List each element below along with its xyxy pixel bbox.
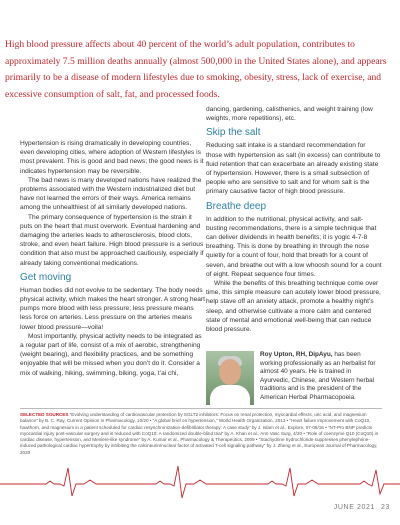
- sources-label: SELECTED SOURCES: [20, 412, 69, 417]
- body-paragraph: While the benefits of this breathing technique come over time, this simple measure can acutely lower blood pressure, help stave off an anxiety attack, promote a healthy night’s sleep, and otherwise cultivate a more calm and centered state of mental and emotional well-being that can reduce blood pressure.: [206, 280, 381, 334]
- issue-date: JUNE 2021: [333, 504, 375, 511]
- heartbeat-line-graphic: [0, 462, 400, 502]
- author-name: Roy Upton, RH, DipAyu,: [260, 351, 333, 358]
- left-column: [20, 139, 205, 378]
- ekg-trace: [0, 466, 400, 498]
- section-heading-skip-the-salt: Skip the salt: [206, 127, 261, 139]
- lead-paragraph: High blood pressure affects about 40 percent of the world’s adult population, contributes to approximately 7.5 million deaths annually (almost 500,000 in the United States alone), and appears primarily to be a disease of modern lifestyles due to smoking, obesity, stress, lack of exercise, and excessive consumption of salt, fat, and processed foods.: [5, 39, 387, 100]
- section-heading-breathe-deep: Breathe deep: [206, 200, 267, 212]
- page-number: 23: [381, 504, 390, 511]
- author-bio-text: [260, 351, 382, 405]
- body-paragraph: Most importantly, physical activity needs to be integrated as a regular part of life, consist of a mix of aerobic, strengthening (weight bearing), and flexibility practices, and be something enjoyable that will be missed when you don’t do it. Consider a mix of walking, hiking, swimming, biking, yoga, t’ai chi,: [20, 332, 202, 377]
- body-paragraph: In addition to the nutritional, physical activity, and salt-busting recommendations, there is a simple technique that can deliver dividends in health benefits; it is yogic 4-7-8 breathing. This is done by breathing in through the nose quietly for a count of four, hold that breath for a count of seven, and breathe out with a low whoosh sound for a count of eight. Repeat sequence four times.: [206, 215, 382, 278]
- right-column: [206, 105, 382, 334]
- section-heading-get-moving: Get moving: [20, 271, 72, 283]
- body-paragraph: Reducing salt intake is a standard recommendation for those with hypertension as salt (in excess) can contribute to fluid retention that can exacerbate an already existing state of hypertension. However, there is a small subsection of people who are sensitive to salt and for whom salt is the primary causative factor of high blood pressure.: [206, 142, 381, 196]
- sources-text: “Evolving understanding of cardiovascular protection by SGLT2 inhibitors: Focus on renal protection, myocardial effects, uric acid, and magnesium balance” by B. C. Ray, Current Opinion in Pharmacology, 10/20 • “A global brief on hypertension,” World Health Organization, 2013 • “Heart failure improvement with CoQ10, hawthorn, and magnesium in a patient scheduled for cardiac resynchronization-defibrillator therapy: A case study” by J. Islam et al., Explore, 07-08/16 • “NT-Pro BNP predicts myocardial injury post-vascular surgery and is reduced with CoQ10: A randomized double-blind trial” by A. Khan et al., Ann Vasc Surg, 4/20 • “Role of coenzyme Q10 (CoQ10) in cardiac disease, hypertension, and Meniere-like syndrome” by A. Kumar et al., Pharmacology & Therapeutics, 2009 • “Stachydrine hydrochloride suppresses phenylephrine-induced pathological cardiac hypertrophy by inhibiting the calcineurin/nuclear factor of activated T-cell signaling pathway” by J. Zheng et al., European Journal of Pharmacology, 2020: [20, 412, 379, 455]
- body-paragraph: dancing, gardening, calisthenics, and weight training (low weights, more repetitions), etc.: [206, 106, 373, 123]
- body-paragraph: Hypertension is rising dramatically in developing countries, even developing cities, where adoption of Western lifestyles is most prevalent. This is good and bad news; the good news is it indicates hypertension may be reversible.: [20, 140, 204, 175]
- page-footer: [334, 504, 390, 511]
- author-photo: [206, 351, 254, 405]
- body-paragraph: Human bodies did not evolve to be sedentary. The body needs physical activity, which makes the heart stronger. A strong heart pumps more blood with less pressure; less pressure means less force on arteries. Less pressure on the arteries means lower blood pressure—voila!: [20, 286, 205, 331]
- selected-sources: [20, 408, 382, 456]
- author-bio: [206, 351, 382, 405]
- body-paragraph: The primary consequence of hypertension is the strain it puts on the heart that must overwork. Eventual hardening and damaging the arteries leads to atherosclerosis, blood clots, stroke, and even heart failure. High blood pressure is a serious condition that also must be approached cautiously, especially if already taking conventional medications.: [20, 213, 204, 267]
- author-description: has been working professionally as an herbalist for almost 40 years. He is trained in Ayurvedic, Chinese, and Western herbal traditions and is the president of the American Herbal Pharmacopoeia.: [260, 351, 376, 401]
- body-paragraph: The bad news is many developed nations have realized the problems associated with the Western industrialized diet but have not learned the errors of their ways. America remains among the unhealthiest of all similarly developed nations.: [20, 176, 202, 212]
